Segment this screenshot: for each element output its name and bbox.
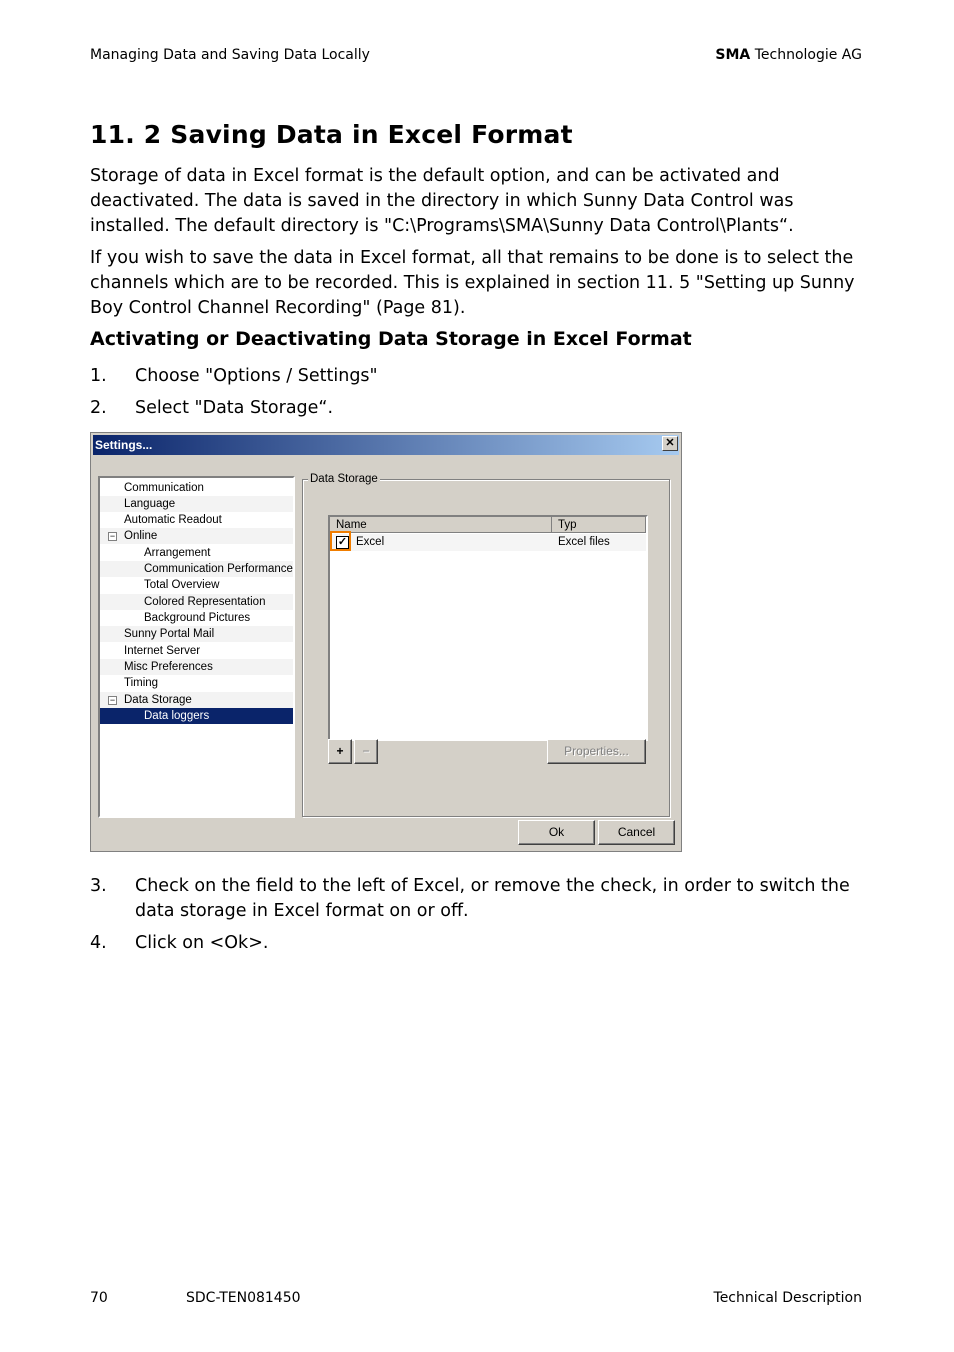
running-header-left: Managing Data and Saving Data Locally	[90, 47, 370, 63]
tree-item-label: Misc Preferences	[124, 661, 213, 673]
brand-name: SMA	[715, 47, 751, 63]
settings-dialog	[90, 432, 682, 852]
tree-item-misc-preferences[interactable]	[100, 659, 293, 675]
tree-item-label: Colored Representation	[144, 596, 266, 608]
tree-item-label: Internet Server	[124, 645, 201, 657]
tree-item-label: Communication Performance	[144, 563, 293, 575]
running-header-right	[715, 47, 862, 63]
column-header-type[interactable]: Typ	[552, 517, 646, 533]
excel-checkbox[interactable]: ✓	[337, 536, 348, 548]
tree-item-internet-server[interactable]	[100, 643, 293, 659]
tree-item-label: Background Pictures	[144, 612, 251, 624]
step-text: Click on <Ok>.	[135, 933, 269, 953]
column-header-name[interactable]: Name	[330, 517, 552, 533]
tree-item-language[interactable]	[100, 496, 293, 512]
tree-item-sunny-portal-mail[interactable]	[100, 626, 293, 642]
step-text: Choose "Options / Settings"	[135, 366, 378, 386]
tree-item-arrangement[interactable]	[100, 545, 293, 561]
dialog-title: Settings...	[95, 438, 153, 452]
document-id: SDC-TEN081450	[186, 1290, 301, 1306]
data-storage-list[interactable]	[328, 515, 648, 741]
tree-item-data-storage[interactable]	[100, 692, 293, 708]
tree-item-label: Online	[124, 530, 158, 542]
paragraph-1: Storage of data in Excel format is the default option, and can be activated and deactivated. The data is saved in the directory in which Sunny Data Control was installed. The default directory is "C:\Programs\SMA\Sunny Data Control\Plants“.	[90, 166, 794, 236]
paragraph-2: If you wish to save the data in Excel format, all that remains to be done is to select the channels which are to be recorded. This is explained in section 11. 5 "Setting up Sunny Boy Control Channel Recording" (Page 81).	[90, 248, 855, 318]
tree-item-data-loggers[interactable]	[100, 708, 293, 724]
cancel-button[interactable]: Cancel	[598, 820, 675, 845]
ok-button[interactable]: Ok	[518, 820, 595, 845]
subheading: Activating or Deactivating Data Storage in Excel Format	[90, 328, 692, 350]
collapse-icon[interactable]: −	[109, 695, 116, 705]
remove-button[interactable]: −	[354, 739, 378, 764]
tree-item-timing[interactable]	[100, 675, 293, 691]
properties-button[interactable]: Properties...	[547, 739, 646, 764]
add-button[interactable]: +	[328, 739, 352, 764]
tree-item-colored-representation[interactable]	[100, 594, 293, 610]
tree-item-label: Language	[124, 498, 176, 510]
tree-item-label: Timing	[124, 677, 159, 689]
step-number: 4.	[90, 933, 107, 953]
dialog-titlebar	[93, 435, 679, 455]
section-title: 11. 2 Saving Data in Excel Format	[90, 120, 573, 149]
tree-item-communication-performance[interactable]	[100, 561, 293, 577]
tree-item-label: Arrangement	[144, 547, 211, 559]
checkbox-highlight-marker	[330, 531, 351, 551]
step-number: 2.	[90, 398, 107, 418]
tree-item-communication[interactable]	[100, 480, 293, 496]
step-number: 1.	[90, 366, 107, 386]
page-number: 70	[90, 1290, 108, 1306]
brand-rest: Technologie AG	[750, 47, 862, 63]
row-name: Excel	[356, 536, 385, 548]
tree-item-label: Communication	[124, 482, 204, 494]
footer-doc-type: Technical Description	[713, 1290, 862, 1306]
list-row-excel[interactable]	[330, 534, 646, 551]
tree-item-automatic-readout[interactable]	[100, 512, 293, 528]
tree-item-label: Data Storage	[124, 694, 192, 706]
step-text: Select "Data Storage“.	[135, 398, 334, 418]
row-type: Excel files	[558, 536, 610, 548]
tree-item-background-pictures[interactable]	[100, 610, 293, 626]
tree-item-label: Total Overview	[144, 579, 220, 591]
tree-item-label: Sunny Portal Mail	[124, 628, 215, 640]
groupbox-label: Data Storage	[310, 473, 378, 485]
step-text: Check on the field to the left of Excel, or remove the check, in order to switch the data storage in Excel format on or off.	[135, 876, 850, 921]
step-number: 3.	[90, 876, 107, 896]
tree-item-label: Automatic Readout	[124, 514, 222, 526]
collapse-icon[interactable]: −	[109, 531, 116, 541]
tree-item-label: Data loggers	[144, 710, 210, 722]
tree-item-total-overview[interactable]	[100, 577, 293, 593]
close-icon[interactable]: ✕	[662, 436, 678, 451]
settings-tree[interactable]	[98, 476, 295, 818]
tree-item-online[interactable]	[100, 528, 293, 544]
